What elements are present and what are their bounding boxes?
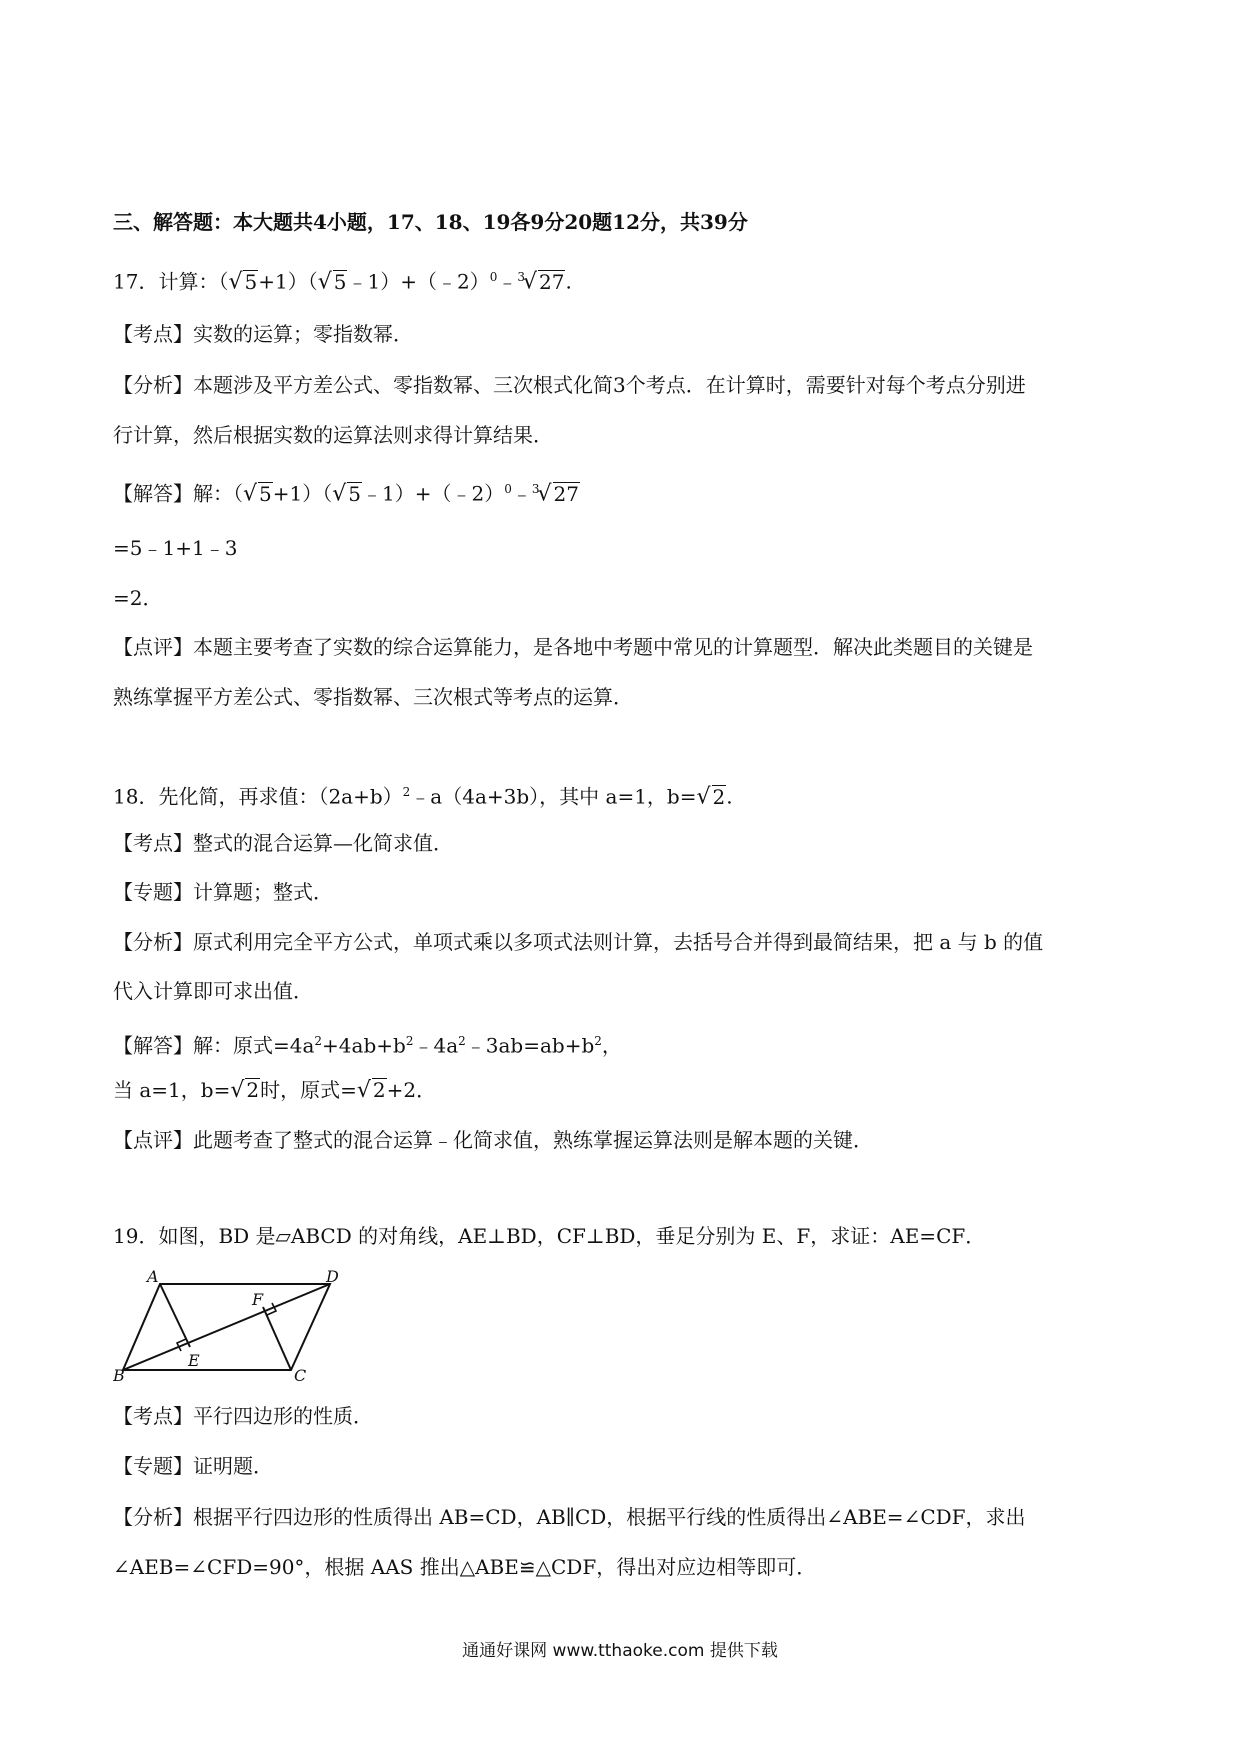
label-a: A [147, 1268, 159, 1286]
sqrt-2: 2 [712, 784, 726, 809]
q17-jieda: 【解答】解：（√ 5+1）（√ 5﹣1）+（﹣2）$^0$﹣$^3$√ 27 [113, 481, 579, 507]
label-c: C [294, 1366, 307, 1384]
q17-question: 17．计算：（√ 5+1）（√ 5﹣1）+（﹣2）$^0$﹣$^3$√ 27. [113, 269, 572, 295]
q19-question: 19．如图，BD 是▱ABCD 的对角线，AE⊥BD，CF⊥BD，垂足分别为 E、F，求证：AE=CF． [113, 1224, 986, 1248]
q17-step-1: =5﹣1+1﹣3 [113, 536, 238, 560]
section-title: 三、解答题：本大题共4小题，17、18、19各9分20题12分，共39分 [113, 210, 748, 234]
parallelogram-figure [113, 1268, 343, 1384]
q17-step-2: =2． [113, 586, 163, 610]
q19-zhuanti: 【专题】证明题． [113, 1454, 273, 1478]
label-f: F [252, 1290, 264, 1309]
segment-ae [160, 1284, 190, 1347]
q18-jieda: 【解答】解：原式$=4a^2+4ab+b^2﹣4a^2﹣3ab=ab+b^2$， [113, 1033, 622, 1058]
q18-zhuanti: 【专题】计算题；整式． [113, 880, 333, 904]
footer-download-note: 通通好课网 www.tthaoke.com 提供下载 [462, 1641, 778, 1661]
q18-fenxi-1: 【分析】原式利用完全平方公式，单项式乘以多项式法则计算，去括号合并得到最简结果，把 a 与 b 的值 [113, 930, 1044, 954]
q18-kaodian: 【考点】整式的混合运算—化简求值． [113, 831, 453, 855]
q19-fenxi-2: ∠AEB=∠CFD=90°，根据 AAS 推出△ABE≌△CDF，得出对应边相等即可． [113, 1555, 817, 1579]
q17-fenxi-2: 行计算，然后根据实数的运算法则求得计算结果． [113, 423, 553, 447]
q17-fenxi-1: 【分析】本题涉及平方差公式、零指数幂、三次根式化简3个考点．在计算时，需要针对每个考点分别进 [113, 373, 1026, 397]
q18-fenxi-2: 代入计算即可求出值． [113, 979, 313, 1003]
q17-dianping-2: 熟练掌握平方差公式、零指数幂、三次根式等考点的运算． [113, 685, 633, 709]
q17-dianping-1: 【点评】本题主要考查了实数的综合运算能力，是各地中考题中常见的计算题型．解决此类题目的关键是 [113, 635, 1033, 659]
q18-when: 当 a=1，b=√ 2时，原式=√ 2+2． [113, 1078, 437, 1103]
segment-cf [263, 1307, 291, 1370]
sqrt-5: 5 [244, 269, 258, 294]
q18-question: 18．先化简，再求值：$(2a+b)^2﹣a(4a+3b)$，其中 a=1，b=√ 2. [113, 784, 733, 810]
cbrt-27: 27 [539, 269, 565, 294]
q17-kaodian: 【考点】实数的运算；零指数幂． [113, 322, 413, 346]
q18-dianping: 【点评】此题考查了整式的混合运算﹣化简求值，熟练掌握运算法则是解本题的关键． [113, 1128, 873, 1152]
q19-kaodian: 【考点】平行四边形的性质． [113, 1404, 373, 1428]
label-d: D [326, 1268, 339, 1286]
label-b: B [113, 1366, 125, 1384]
label-e: E [188, 1351, 200, 1370]
q19-fenxi-1: 【分析】根据平行四边形的性质得出 AB=CD，AB∥CD，根据平行线的性质得出∠ABE=∠CDF，求出 [113, 1505, 1026, 1529]
